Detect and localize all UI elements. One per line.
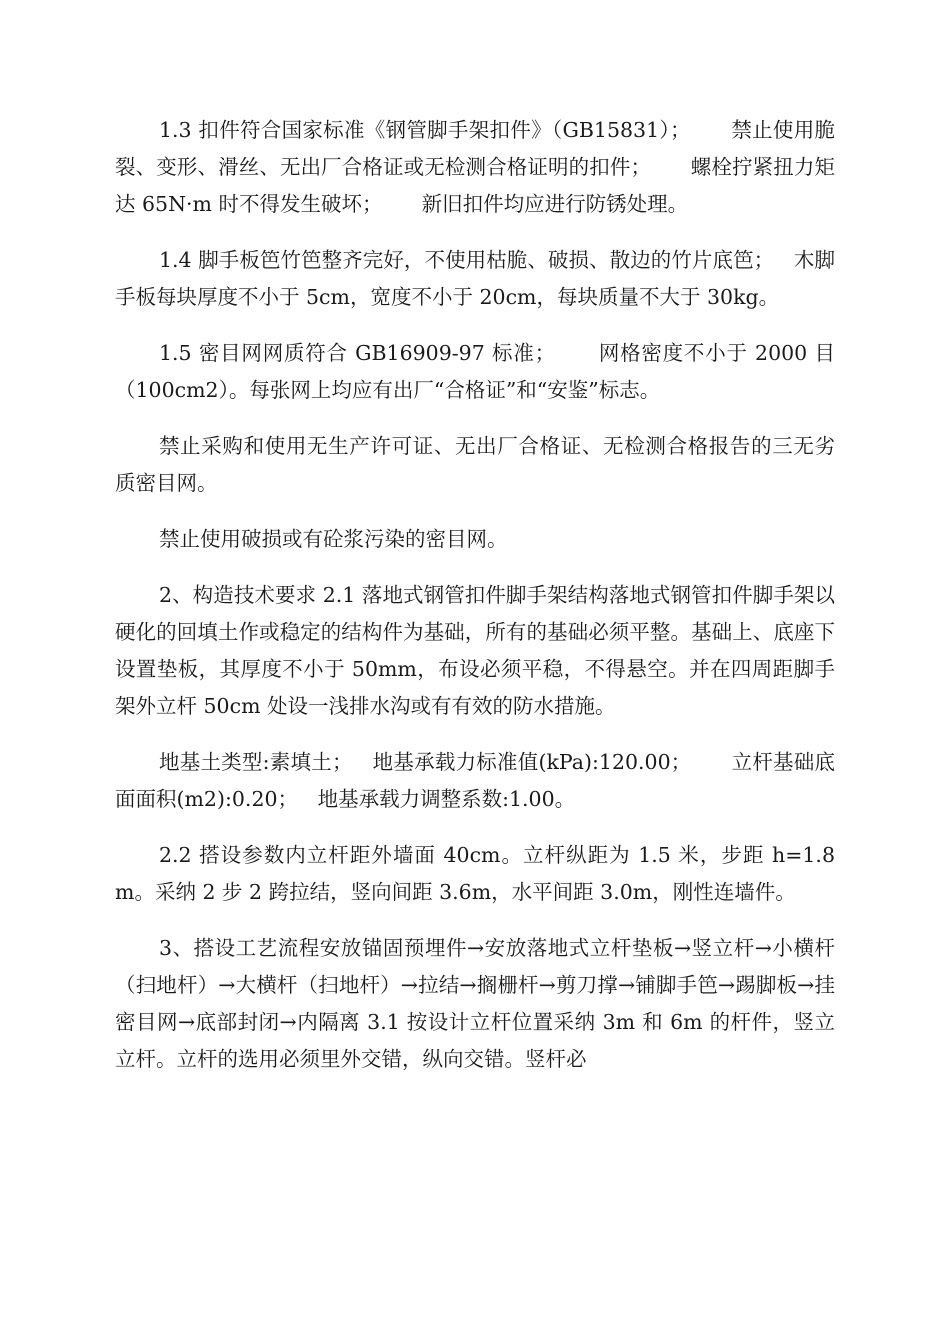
paragraph-net-procurement: 禁止采购和使用无生产许可证、无出厂合格证、无检测合格报告的三无劣质密目网。: [115, 434, 835, 495]
paragraph-net-damage: 禁止使用破损或有砼浆污染的密目网。: [159, 527, 508, 551]
document-page: [115, 112, 835, 1097]
paragraph-3-erection-process: 3、搭设工艺流程安放锚固预埋件→安放落地式立杆垫板→竖立杆→小横杆（扫地杆）→大横杆（扫地杆）→拉结→搁栅杆→剪刀撑→铺脚手笆→踢脚板→挂密目网→底部封闭→内隔离 3.1 按设计立杆位置采纳 3m 和 6m 的杆件，竖立立杆。立杆的选用必须里外交错，纵向交错。竖杆必: [115, 936, 835, 1071]
paragraph-1-5-safety-net: 1.5 密目网网质符合 GB16909-97 标准； 网格密度不小于 2000 目（100cm2）。每张网上均应有出厂“合格证”和“安鉴”标志。: [115, 341, 835, 402]
paragraph-foundation-parameters: 地基土类型:素填土； 地基承载力标准值(kPa):120.00； 立杆基础底面面积(m2):0.20； 地基承载力调整系数:1.00。: [115, 750, 835, 811]
paragraph-2-construction-requirements: 2、构造技术要求 2.1 落地式钢管扣件脚手架结构落地式钢管扣件脚手架以硬化的回填土作或稳定的结构件为基础，所有的基础必须平整。基础上、底座下设置垫板，其厚度不小于 50mm，布设必须平稳，不得悬空。并在四周距脚手架外立杆 50cm 处设一浅排水沟或有有效的防水措施。: [115, 583, 835, 718]
paragraph-1-4-scaffold-boards: 1.4 脚手板笆竹笆整齐完好，不使用枯脆、破损、散边的竹片底笆； 木脚手板每块厚度不小于 5cm，宽度不小于 20cm，每块质量不大于 30kg。: [115, 248, 835, 309]
paragraph-1-3-fasteners: 1.3 扣件符合国家标准《钢管脚手架扣件》（GB15831）； 禁止使用脆裂、变形、滑丝、无出厂合格证或无检测合格证明的扣件； 螺栓拧紧扭力矩达 65N·m 时不得发生破坏； 新旧扣件均应进行防锈处理。: [115, 118, 835, 216]
paragraph-2-2-erection-parameters: 2.2 搭设参数内立杆距外墙面 40cm。立杆纵距为 1.5 米，步距 h=1.8m。采纳 2 步 2 跨拉结，竖向间距 3.6m，水平间距 3.0m，刚性连墙件。: [115, 843, 835, 904]
